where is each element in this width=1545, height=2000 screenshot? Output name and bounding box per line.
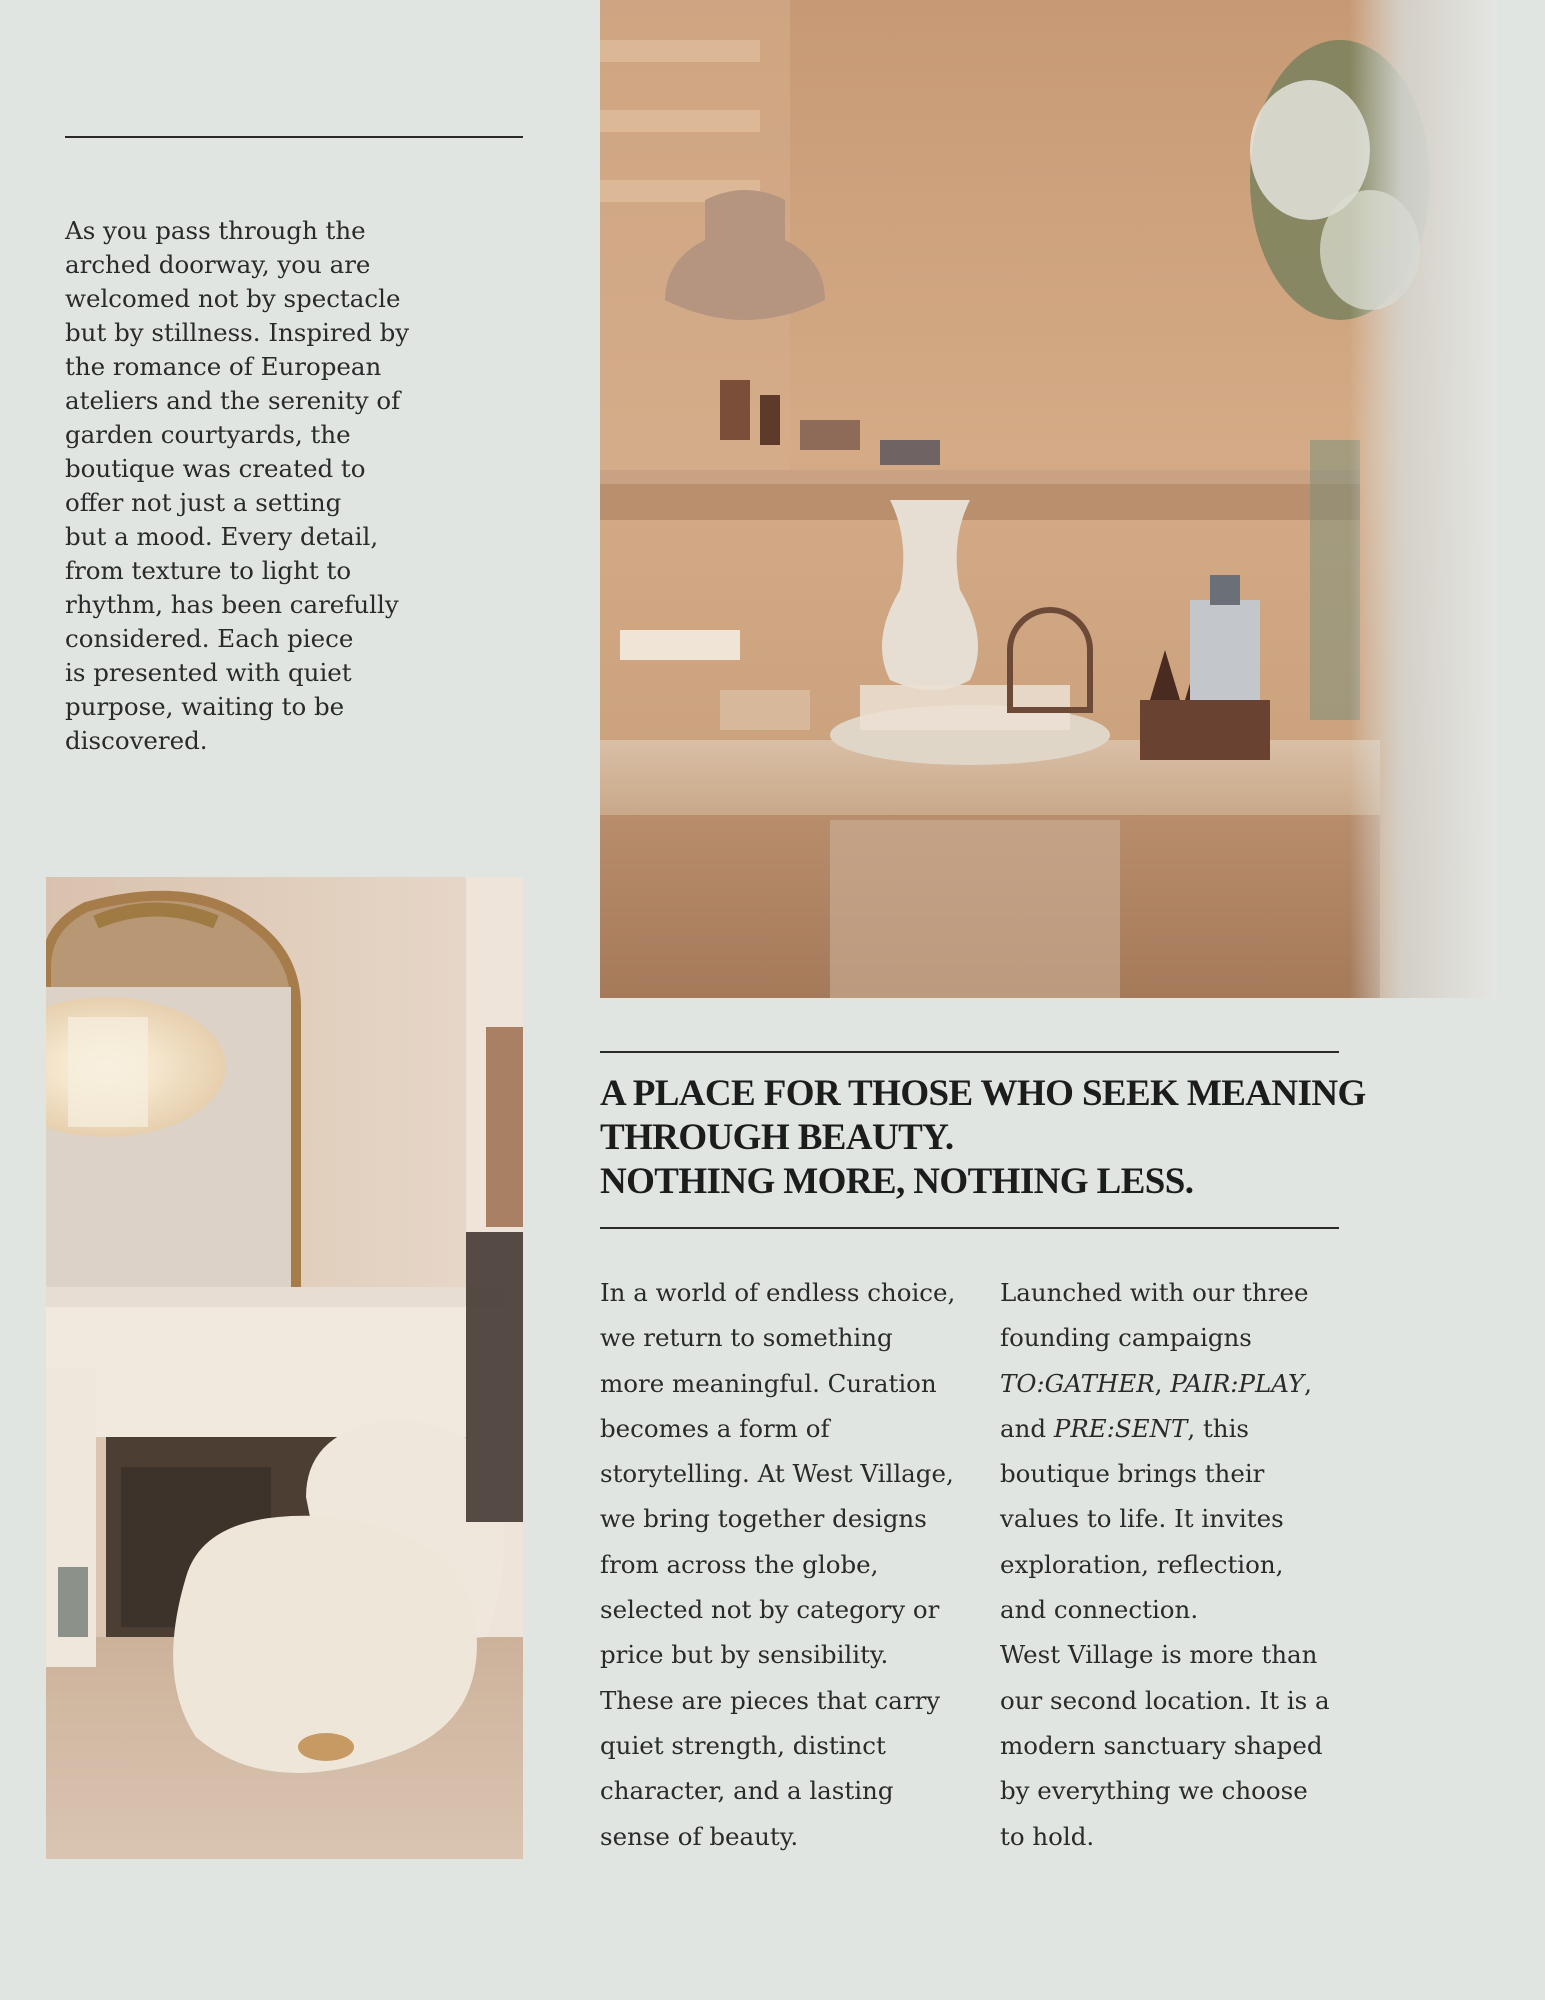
headline-line-1: A PLACE FOR THOSE WHO SEEK MEANING xyxy=(600,1073,1366,1114)
body-line: Launched with our three xyxy=(1000,1278,1309,1307)
body-line: values to life. It invites xyxy=(1000,1504,1284,1534)
jewelry-display-photo xyxy=(600,0,1497,998)
intro-line: As you pass through the xyxy=(65,216,366,245)
body-line: These are pieces that carry xyxy=(600,1685,941,1715)
lounge-chair-photo xyxy=(46,877,523,1859)
intro-line: garden courtyards, the xyxy=(65,420,351,449)
intro-line: from texture to light to xyxy=(65,556,352,585)
intro-line: rhythm, has been carefully xyxy=(65,590,399,619)
intro-line: the romance of European xyxy=(65,352,382,381)
body-line: more meaningful. Curation xyxy=(600,1368,937,1398)
headline-line-2: THROUGH BEAUTY. xyxy=(600,1117,954,1158)
intro-line: purpose, waiting to be xyxy=(65,692,345,721)
body-line: price but by sensibility. xyxy=(600,1640,889,1670)
after-campaign-text: , this xyxy=(1187,1413,1249,1443)
body-line: selected not by category or xyxy=(600,1595,940,1625)
body-line: quiet strength, distinct xyxy=(600,1730,886,1760)
body-line: sense of beauty. xyxy=(600,1821,799,1851)
body-column-right xyxy=(1000,1270,1380,1859)
body-line: founding campaigns xyxy=(1000,1323,1252,1353)
page-headline xyxy=(600,1072,1366,1204)
body-column-left xyxy=(600,1270,980,1859)
campaigns-line xyxy=(1000,1361,1380,1406)
intro-line: boutique was created to xyxy=(65,454,366,483)
body-line: In a world of endless choice, xyxy=(600,1278,956,1307)
headline-top-divider xyxy=(600,1051,1339,1053)
and-text: and xyxy=(1000,1413,1054,1443)
intro-line: offer not just a setting xyxy=(65,488,342,517)
intro-line: arched doorway, you are xyxy=(65,250,371,279)
separator: , xyxy=(1304,1368,1312,1398)
campaign-to-gather: TO:GATHER xyxy=(1000,1368,1155,1398)
campaign-pair-play: PAIR:PLAY xyxy=(1170,1368,1305,1398)
body-line: to hold. xyxy=(1000,1821,1095,1851)
body-line: becomes a form of xyxy=(600,1413,830,1443)
body-line: we return to something xyxy=(600,1323,893,1353)
intro-line: but by stillness. Inspired by xyxy=(65,318,410,347)
campaigns-line xyxy=(1000,1406,1380,1451)
intro-line: discovered. xyxy=(65,726,208,755)
intro-line: ateliers and the serenity of xyxy=(65,386,401,415)
body-line: modern sanctuary shaped xyxy=(1000,1730,1323,1760)
body-line: storytelling. At West Village, xyxy=(600,1459,954,1489)
body-line: we bring together designs xyxy=(600,1504,927,1534)
body-line: from across the globe, xyxy=(600,1549,879,1579)
body-line: exploration, reflection, xyxy=(1000,1549,1284,1579)
body-line: by everything we choose xyxy=(1000,1776,1308,1806)
intro-line: is presented with quiet xyxy=(65,658,352,687)
body-line: character, and a lasting xyxy=(600,1776,894,1806)
body-line: boutique brings their xyxy=(1000,1459,1265,1489)
body-line: our second location. It is a xyxy=(1000,1685,1330,1715)
intro-line: welcomed not by spectacle xyxy=(65,284,401,313)
separator: , xyxy=(1154,1368,1171,1398)
top-divider xyxy=(65,136,523,138)
campaign-pre-sent: PRE:SENT xyxy=(1053,1413,1188,1443)
headline-line-3: NOTHING MORE, NOTHING LESS. xyxy=(600,1161,1194,1202)
intro-paragraph xyxy=(65,214,425,758)
intro-line: but a mood. Every detail, xyxy=(65,522,379,551)
body-line: West Village is more than xyxy=(1000,1640,1318,1670)
intro-line: considered. Each piece xyxy=(65,624,354,653)
headline-bottom-divider xyxy=(600,1227,1339,1229)
body-line: and connection. xyxy=(1000,1595,1199,1625)
